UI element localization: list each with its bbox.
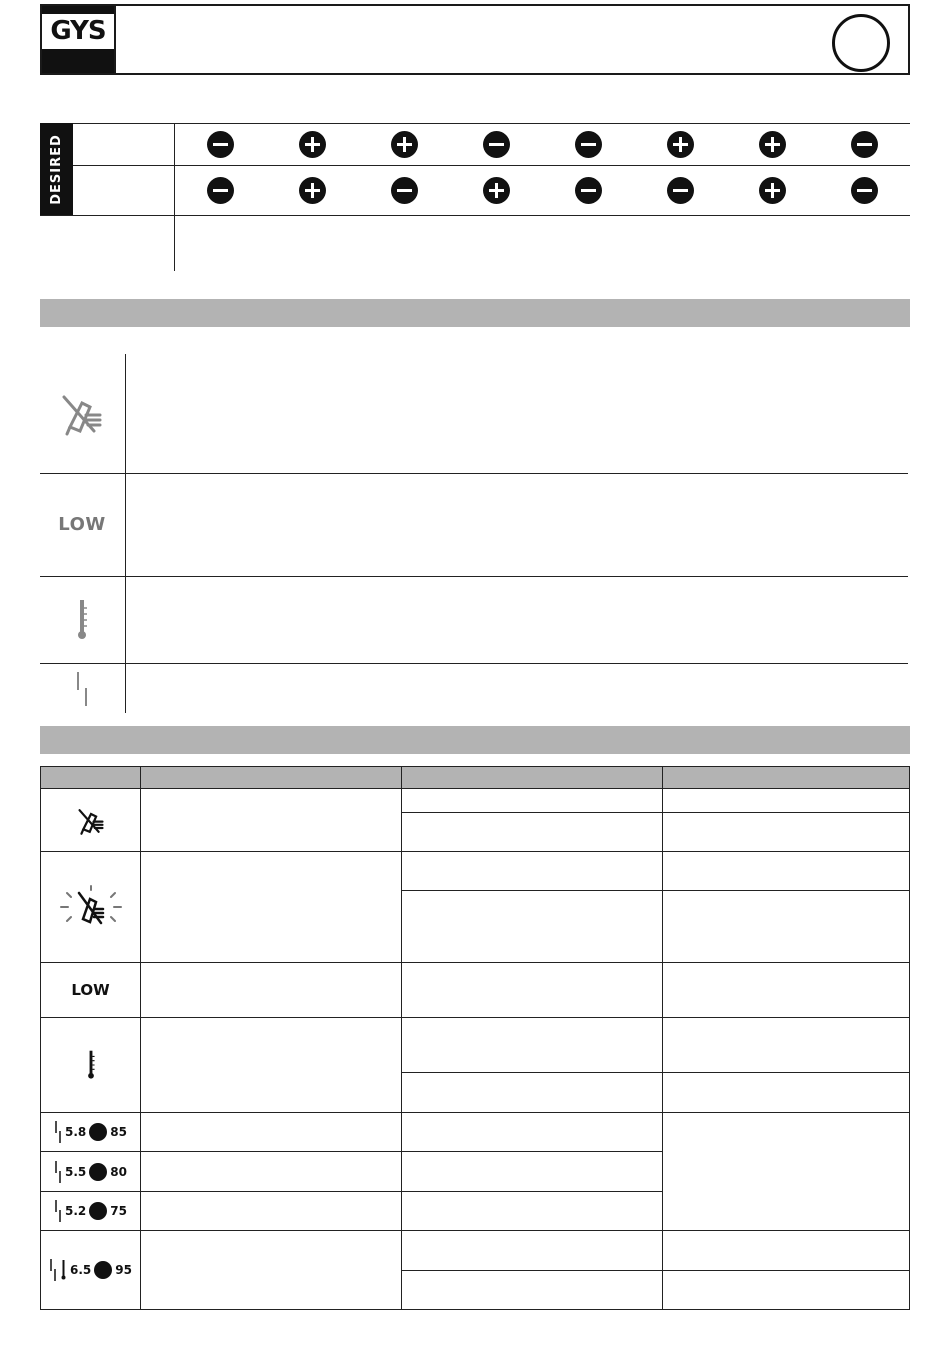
row-sep-1 <box>41 851 909 852</box>
plus-icon <box>483 177 510 204</box>
minus-icon <box>575 131 602 158</box>
code-4-volts: 6.5 <box>70 1263 92 1277</box>
current-step-icon <box>49 1258 57 1282</box>
polarity-vertical-line <box>174 123 175 271</box>
minus-icon <box>207 177 234 204</box>
col-line-1 <box>140 767 141 1309</box>
minus-icon <box>851 177 878 204</box>
col-line-3 <box>662 767 663 1309</box>
current-step-icon <box>75 668 89 708</box>
thermometer-icon <box>60 1258 67 1282</box>
sub-sep-5 <box>41 1151 662 1152</box>
thermometer-icon <box>75 598 89 642</box>
minus-icon <box>575 177 602 204</box>
current-step-icon <box>54 1120 62 1144</box>
icon-list-divider <box>125 354 126 713</box>
code-row-3 <box>54 1192 127 1230</box>
sub-sep-4 <box>401 1270 909 1271</box>
low-indicator <box>40 473 124 576</box>
polarity-bottom-line <box>40 215 910 216</box>
current-indicator <box>40 663 124 713</box>
no-charge-flashing-row-icon <box>41 852 140 962</box>
row-sep-4 <box>41 1112 909 1113</box>
current-step-icon <box>54 1199 62 1223</box>
low-row-icon <box>41 963 140 1017</box>
dot-icon <box>89 1202 107 1220</box>
plus-icon <box>759 131 786 158</box>
icon-list-line-3 <box>40 663 908 664</box>
code-2-value: 80 <box>110 1164 127 1179</box>
code-3-value: 75 <box>110 1204 127 1218</box>
code-1-volts: 5.8 <box>65 1125 87 1139</box>
row-sep-2 <box>41 962 909 963</box>
code-1-value: 85 <box>110 1125 127 1139</box>
language-circle <box>832 14 890 72</box>
code-row-4 <box>49 1231 132 1309</box>
polarity-mid-line <box>73 165 910 166</box>
col-line-2 <box>401 767 402 1309</box>
row-sep-3 <box>41 1017 909 1018</box>
polarity-top-line <box>73 123 910 124</box>
section-bar-1 <box>40 299 910 327</box>
gys-logo <box>42 6 116 73</box>
dot-icon <box>89 1163 107 1181</box>
minus-icon <box>391 177 418 204</box>
plus-icon <box>391 131 418 158</box>
section-bar-2 <box>40 726 910 754</box>
code-row-2 <box>54 1152 127 1191</box>
code-row-1 <box>54 1113 127 1151</box>
temperature-row-icon <box>41 1018 140 1112</box>
minus-icon <box>851 131 878 158</box>
error-table <box>40 766 910 1310</box>
code-4-value: 95 <box>115 1263 132 1277</box>
plus-icon <box>299 131 326 158</box>
code-3-volts: 5.2 <box>65 1204 87 1218</box>
temperature-indicator <box>40 576 124 663</box>
dot-icon <box>89 1123 107 1141</box>
sub-sep-3 <box>401 1072 909 1073</box>
page-header <box>40 4 910 75</box>
no-charge-row-icon <box>41 790 140 851</box>
low-row-label: LOW <box>71 981 110 999</box>
crossed-clamp-icon <box>77 806 105 836</box>
no-charge-indicator <box>40 354 124 473</box>
sub-sep-6 <box>41 1191 662 1192</box>
current-step-icon <box>54 1160 62 1184</box>
flashing-crossed-clamp-icon <box>59 885 123 929</box>
error-table-header <box>41 767 909 789</box>
code-2-volts: 5.5 <box>65 1164 87 1179</box>
crossed-clamp-icon <box>60 391 104 437</box>
minus-icon <box>207 131 234 158</box>
minus-icon <box>483 131 510 158</box>
icon-list-line-2 <box>40 576 908 577</box>
low-label: LOW <box>58 514 106 535</box>
dot-icon <box>94 1261 112 1279</box>
minus-icon <box>667 177 694 204</box>
row-sep-5 <box>41 1230 909 1231</box>
sub-sep-2 <box>401 890 909 891</box>
plus-icon <box>759 177 786 204</box>
logo-text: GYS <box>42 14 114 49</box>
thermometer-icon <box>86 1049 96 1081</box>
plus-icon <box>667 131 694 158</box>
desired-label: DESIRED <box>49 133 64 205</box>
plus-icon <box>299 177 326 204</box>
sub-sep-1 <box>401 812 909 813</box>
icon-list-line-1 <box>40 473 908 474</box>
